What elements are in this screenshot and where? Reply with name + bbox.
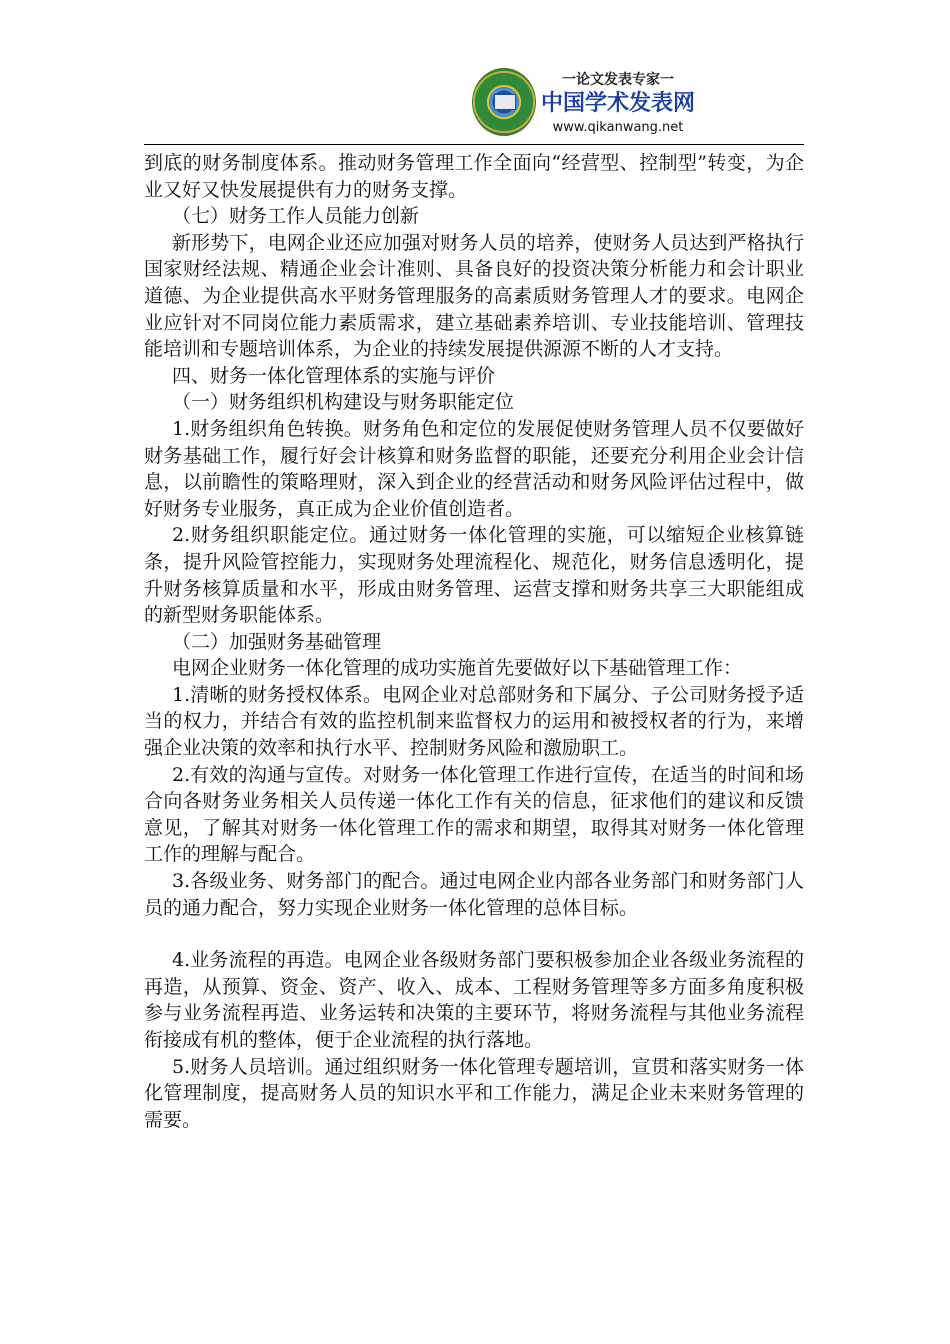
logo-title: 中国学术发表网 [540, 91, 695, 116]
paragraph: 2.财务组织职能定位。通过财务一体化管理的实施，可以缩短企业核算链条，提升风险管控能力，实现财务处理流程化、规范化，财务信息透明化，提升财务核算质量和水平，形成由财务管理、运营支撑和财务共享三大职能组成的新型财务职能体系。 [144, 524, 804, 627]
paragraph: 2.有效的沟通与宣传。对财务一体化管理工作进行宣传，在适当的时间和场合向各财务业务相关人员传递一体化工作有关的信息，征求他们的建议和反馈意见，了解其对财务一体化管理工作的需求和期望，取得其对财务一体化管理工作的理解与配合。 [144, 763, 804, 866]
logo-slogan: 一论文发表专家一 [562, 72, 674, 88]
site-logo [470, 67, 696, 139]
blank-line [144, 921, 804, 947]
logo-url: www.qikanwang.net [552, 120, 684, 135]
section-heading: （七）财务工作人员能力创新 [172, 205, 420, 228]
section-heading: （二）加强财务基础管理 [172, 630, 382, 653]
paragraph: 1.清晰的财务授权体系。电网企业对总部财务和下属分、子公司财务授予适当的权力，并结合有效的监控机制来监督权力的运用和被授权者的行为，来增强企业决策的效率和执行水平、控制财务风险和激励职工。 [144, 683, 804, 760]
section-heading: 四、财务一体化管理体系的实施与评价 [172, 364, 496, 387]
seal-emblem-icon [472, 68, 536, 136]
paragraph: 3.各级业务、财务部门的配合。通过电网企业内部各业务部门和财务部门人员的通力配合，努力实现企业财务一体化管理的总体目标。 [144, 870, 804, 919]
paragraph: 电网企业财务一体化管理的成功实施首先要做好以下基础管理工作： [172, 657, 743, 680]
paragraph: 1.财务组织角色转换。财务角色和定位的发展促使财务管理人员不仅要做好财务基础工作，履行好会计核算和财务监督的职能，还要充分利用企业会计信息，以前瞻性的策略理财，深入到企业的经营活动和财务风险评估过程中，做好财务专业服务，真正成为企业价值创造者。 [144, 417, 804, 520]
paragraph: 5.财务人员培训。通过组织财务一体化管理专题培训，宣贯和落实财务一体化管理制度，提高财务人员的知识水平和工作能力，满足企业未来财务管理的需要。 [144, 1055, 804, 1131]
paragraph: 4.业务流程的再造。电网企业各级财务部门要积极参加企业各级业务流程的再造，从预算、资金、资产、收入、成本、工程财务管理等多方面多角度积极参与业务流程再造、业务运转和决策的主要环节，将财务流程与其他业务流程衔接成有机的整体，便于企业流程的执行落地。 [144, 949, 804, 1051]
section-heading: （一）财务组织机构建设与财务职能定位 [172, 391, 515, 414]
document-body [144, 150, 804, 1133]
paragraph: 新形势下，电网企业还应加强对财务人员的培养，使财务人员达到严格执行国家财经法规、精通企业会计准则、具备良好的投资决策分析能力和会计职业道德、为企业提供高水平财务管理服务的高素质财务管理人才的要求。电网企业应针对不同岗位能力素质需求，建立基础素养培训、专业技能培训、管理技能培训和专题培训体系，为企业的持续发展提供源源不断的人才支持。 [144, 231, 804, 361]
header-divider [144, 144, 804, 145]
paragraph: 到底的财务制度体系。推动财务管理工作全面向“经营型、控制型”转变，为企业又好又快发展提供有力的财务支撑。 [144, 152, 804, 201]
